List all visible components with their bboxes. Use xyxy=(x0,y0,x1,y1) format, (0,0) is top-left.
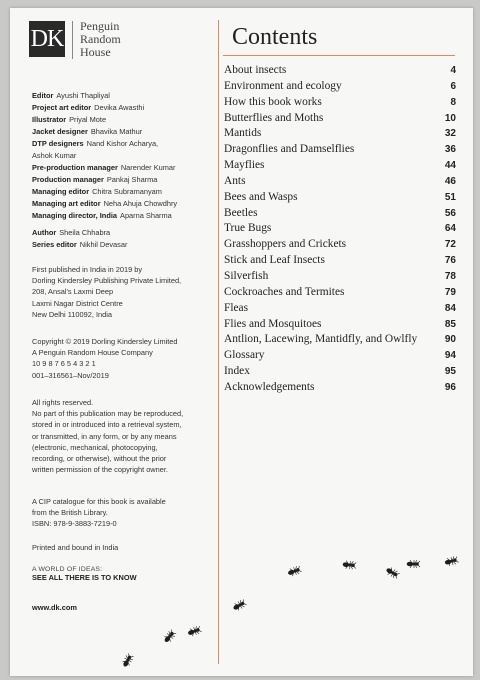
toc-entry: Stick and Leaf Insects 76 xyxy=(224,254,456,267)
toc-entry: About insects 4 xyxy=(224,64,456,76)
imprint-line: 208, Ansal's Laxmi Deep xyxy=(32,287,114,297)
publisher-line: Random xyxy=(80,32,121,46)
book-page xyxy=(10,8,473,676)
ant-trail-illustration xyxy=(10,8,473,676)
dk-logo: DK xyxy=(29,21,65,57)
toc-entry: Cockroaches and Termites 79 xyxy=(224,285,456,298)
credit-line: Managing editor Chitra Subramanyam xyxy=(32,187,162,196)
toc-entry: Bees and Wasps 51 xyxy=(224,190,456,203)
toc-entry: Grasshoppers and Crickets 72 xyxy=(224,238,456,251)
ant-icon xyxy=(187,625,202,637)
rights-line: All rights reserved. xyxy=(32,398,94,407)
credit-line: DTP designers Nand Kishor Acharya, xyxy=(32,139,159,148)
credit-line: Managing director, India Aparna Sharma xyxy=(32,211,172,220)
rights-line: written permission of the copyright owner. xyxy=(32,465,168,475)
publisher-line: House xyxy=(80,45,111,59)
toc-entry: Beetles 56 xyxy=(224,206,456,219)
toc-entry: Butterflies and Moths 10 xyxy=(224,111,456,124)
toc-entry: Fleas 84 xyxy=(224,301,456,314)
credit-line: Production manager Pankaj Sharma xyxy=(32,175,158,184)
toc-entry: Flies and Mosquitoes 85 xyxy=(224,317,456,330)
imprint-line: New Delhi 110092, India xyxy=(32,309,112,319)
toc-entry: Environment and ecology 6 xyxy=(224,79,456,92)
rights-line: (electronic, mechanical, photocopying, xyxy=(32,442,158,452)
printed-note: Printed and bound in India xyxy=(32,543,119,552)
imprint-line: First published in India in 2019 by xyxy=(32,265,143,274)
cip-line: from the British Library. xyxy=(32,508,108,518)
credit-line: Pre-production manager Narender Kumar xyxy=(32,163,176,172)
credit-line: Series editor Nikhil Devasar xyxy=(32,240,128,249)
credit-line: Ashok Kumar xyxy=(32,151,77,160)
toc-entry: Glossary 94 xyxy=(224,349,456,362)
ant-icon xyxy=(287,565,302,577)
website: www.dk.com xyxy=(32,603,77,612)
toc-entry: Dragonflies and Damselflies 36 xyxy=(224,143,456,156)
ant-icon xyxy=(407,560,420,568)
toc-entry: Mayflies 44 xyxy=(224,159,456,172)
contents-heading: Contents xyxy=(232,24,318,50)
ant-icon xyxy=(343,560,357,569)
tagline-top: A WORLD OF IDEAS: xyxy=(32,566,103,573)
rights-line: or transmitted, in any form, or by any means xyxy=(32,431,177,441)
credit-line: Illustrator Priyal Mote xyxy=(32,115,107,124)
tagline-main: SEE ALL THERE IS TO KNOW xyxy=(32,573,137,582)
toc-entry: True Bugs 64 xyxy=(224,222,456,235)
toc-entry: Silverfish 78 xyxy=(224,269,456,282)
imprint-line: Laxmi Nagar District Centre xyxy=(32,298,123,308)
credit-line: Project art editor Devika Awasthi xyxy=(32,103,145,112)
rights-line: recording, or otherwise), without the prior xyxy=(32,454,167,464)
toc-entry: Antlion, Lacewing, Mantidfly, and Owlfly 90 xyxy=(224,333,456,346)
credit-line: Managing art editor Neha Ahuja Chowdhry xyxy=(32,199,178,208)
toc-entry: Index 95 xyxy=(224,365,456,378)
copyright-line: Copyright © 2019 Dorling Kindersley Limited xyxy=(32,337,178,346)
credit-line: Editor Ayushi Thapliyal xyxy=(32,91,110,100)
ant-icon xyxy=(121,653,134,668)
ant-icon xyxy=(444,556,459,567)
imprint-line: Dorling Kindersley Publishing Private Limited, xyxy=(32,276,182,286)
credit-line: Author Sheila Chhabra xyxy=(32,228,111,237)
rights-line: stored in or introduced into a retrieval system, xyxy=(32,420,182,430)
toc-entry: Mantids 32 xyxy=(224,127,456,140)
copyright-line: 001–316561–Nov/2019 xyxy=(32,370,109,380)
toc-entry: Ants 46 xyxy=(224,174,456,187)
ant-icon xyxy=(385,566,400,579)
toc-entry: Acknowledgements 96 xyxy=(224,380,456,393)
copyright-line: A Penguin Random House Company xyxy=(32,348,153,358)
ant-icon xyxy=(232,599,247,612)
publisher-line: Penguin xyxy=(80,19,120,33)
toc-entry: How this book works 8 xyxy=(224,95,456,108)
copyright-line: 10 9 8 7 6 5 4 3 2 1 xyxy=(32,359,96,369)
rights-line: No part of this publication may be reproduced, xyxy=(32,409,184,419)
credit-line: Jacket designer Bhavika Mathur xyxy=(32,127,143,136)
cip-line: A CIP catalogue for this book is available xyxy=(32,497,166,506)
cip-line: ISBN: 978-9-3883-7219-0 xyxy=(32,519,117,529)
ant-icon xyxy=(162,629,176,644)
